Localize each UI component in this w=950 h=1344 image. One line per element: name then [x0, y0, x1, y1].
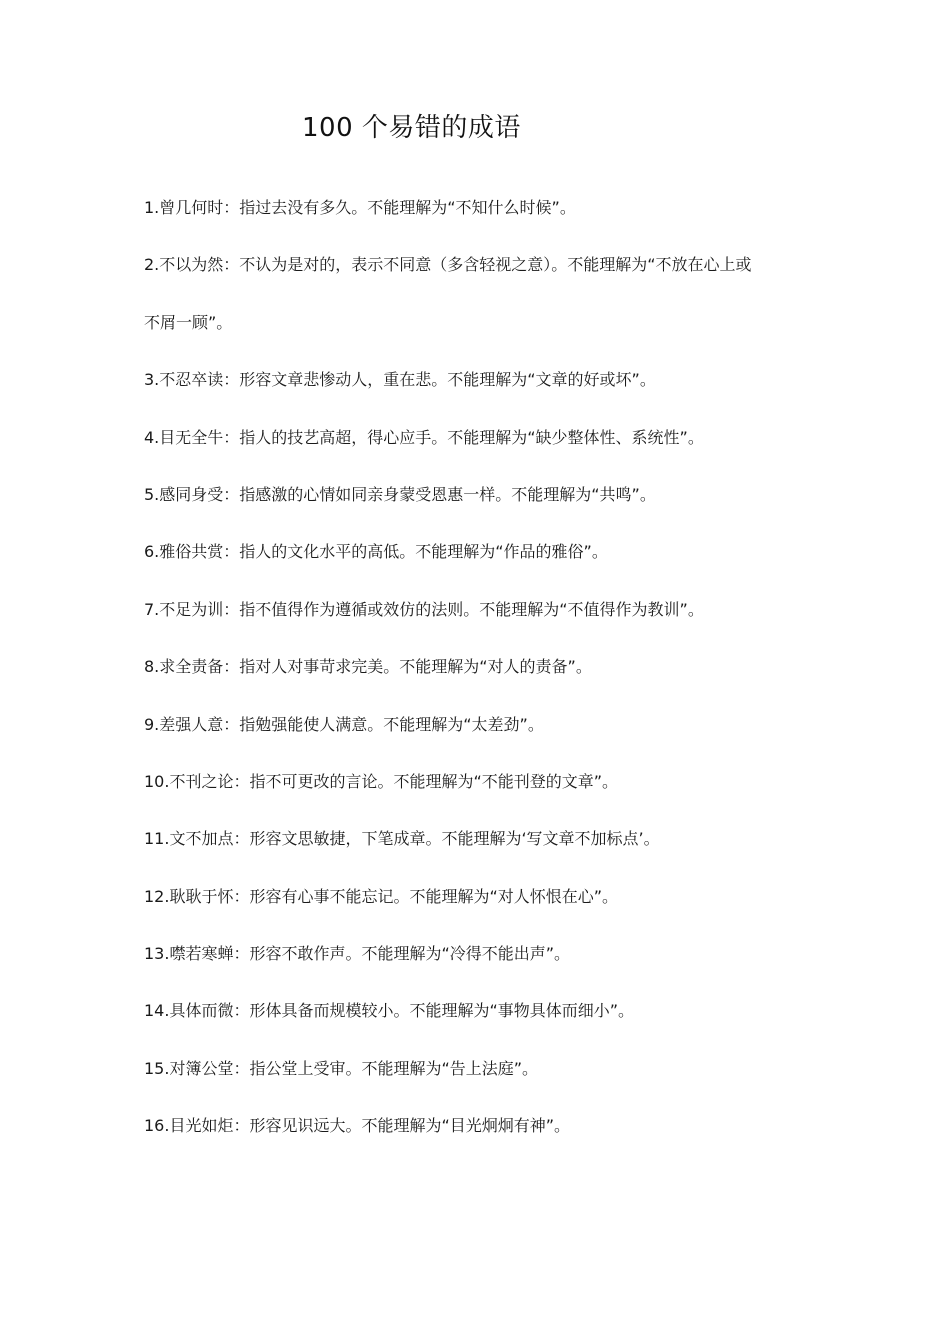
list-item	[144, 652, 824, 682]
list-item	[144, 365, 824, 395]
entry-line: 7.不足为训：指不值得作为遵循或效仿的法则。不能理解为“不值得作为教训”。	[144, 599, 704, 619]
entry-line: 11.文不加点：形容文思敏捷，下笔成章。不能理解为‘写文章不加标点’。	[144, 829, 660, 849]
list-item	[144, 480, 824, 510]
entry-line: 8.求全责备：指对人对事苛求完美。不能理解为“对人的责备”。	[144, 657, 592, 677]
list-item	[144, 537, 824, 567]
document-title: 100 个易错的成语	[302, 113, 521, 143]
entry-line: 9.差强人意：指勉强能使人满意。不能理解为“太差劲”。	[144, 714, 544, 734]
list-item	[144, 710, 824, 740]
list-item	[144, 824, 824, 854]
list-item	[144, 250, 824, 337]
list-item	[144, 767, 824, 797]
list-item	[144, 1111, 824, 1141]
entry-line: 5.感同身受：指感激的心情如同亲身蒙受恩惠一样。不能理解为“共鸣”。	[144, 484, 656, 504]
list-item	[144, 193, 824, 223]
list-item	[144, 882, 824, 912]
entry-line-continued: 不屑一顾”。	[144, 312, 233, 332]
entry-line: 12.耿耿于怀：形容有心事不能忘记。不能理解为“对人怀恨在心”。	[144, 886, 619, 906]
entry-line: 1.曾几何时：指过去没有多久。不能理解为“不知什么时候”。	[144, 198, 576, 217]
idiom-list	[144, 193, 824, 1169]
entry-line: 4.目无全牛：指人的技艺高超，得心应手。不能理解为“缺少整体性、系统性”。	[144, 427, 704, 447]
entry-line: 16.目光如炬：形容见识远大。不能理解为“目光炯炯有神”。	[144, 1116, 571, 1136]
entry-line: 15.对簿公堂：指公堂上受审。不能理解为“告上法庭”。	[144, 1058, 539, 1078]
entry-line: 10.不刊之论：指不可更改的言论。不能理解为“不能刊登的文章”。	[144, 771, 619, 791]
list-item	[144, 423, 824, 453]
entry-line: 6.雅俗共赏：指人的文化水平的高低。不能理解为“作品的雅俗”。	[144, 542, 608, 562]
entry-line: 2.不以为然：不认为是对的，表示不同意（多含轻视之意）。不能理解为“不放在心上或	[144, 255, 752, 275]
entry-line: 3.不忍卒读：形容文章悲惨动人，重在悲。不能理解为“文章的好或坏”。	[144, 370, 656, 390]
entry-line: 13.噤若寒蝉：形容不敢作声。不能理解为“冷得不能出声”。	[144, 944, 571, 964]
entry-line: 14.具体而微：形体具备而规模较小。不能理解为“事物具体而细小”。	[144, 1001, 635, 1021]
list-item	[144, 939, 824, 969]
list-item	[144, 996, 824, 1026]
list-item	[144, 595, 824, 625]
list-item	[144, 1054, 824, 1084]
